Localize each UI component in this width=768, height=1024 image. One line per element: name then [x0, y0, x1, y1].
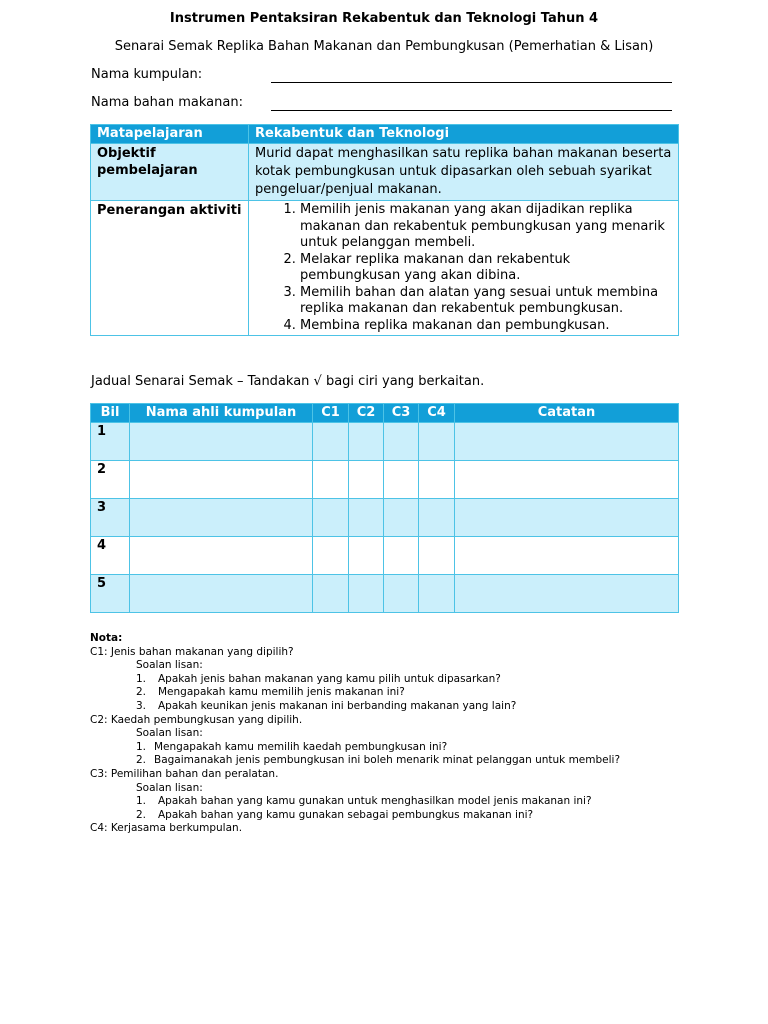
member-name-cell[interactable]: [130, 461, 313, 499]
c3-cell[interactable]: [384, 537, 419, 575]
question-text: Apakah bahan yang kamu gunakan untuk menghasilkan model jenis makanan ini?: [158, 795, 592, 808]
col-header-c4: C4: [419, 404, 455, 423]
question-number: 2.: [136, 686, 147, 699]
question-text: Apakah jenis bahan makanan yang kamu pilih untuk dipasarkan?: [158, 672, 501, 685]
c1-cell[interactable]: [313, 575, 349, 613]
checklist-table: [90, 403, 679, 613]
c2-cell[interactable]: [349, 575, 384, 613]
criterion-c2: C2: Kaedah pembungkusan yang dipilih.: [90, 713, 303, 726]
col-header-name: Nama ahli kumpulan: [130, 404, 313, 423]
member-name-cell[interactable]: [130, 537, 313, 575]
c2-cell[interactable]: [349, 537, 384, 575]
question-number: 1.: [136, 672, 147, 685]
c4-cell[interactable]: [419, 499, 455, 537]
c2-cell[interactable]: [349, 423, 384, 461]
group-name-label: Nama kumpulan:: [91, 67, 203, 82]
c3-cell[interactable]: [384, 423, 419, 461]
c2-cell[interactable]: [349, 461, 384, 499]
activity-label: Penerangan aktiviti: [91, 201, 249, 336]
c4-cell[interactable]: [419, 537, 455, 575]
food-name-label: Nama bahan makanan:: [91, 95, 243, 110]
food-name-field: [91, 95, 681, 110]
c1-cell[interactable]: [313, 461, 349, 499]
question-number: 3.: [136, 699, 147, 712]
activity-item: 2. Melakar replika makanan dan rekabentuk pembungkusan yang akan dibina.: [300, 252, 672, 285]
question-item: [90, 795, 620, 809]
c4-cell[interactable]: [419, 461, 455, 499]
question-number: 1.: [136, 795, 147, 808]
row-number: 4: [91, 537, 130, 575]
question-item: [90, 809, 620, 823]
objective-text: Murid dapat menghasilkan satu replika bahan makanan beserta kotak pembungkusan untuk dipasarkan oleh sebuah syarikat pengeluar/penjual makanan.: [249, 144, 679, 201]
question-item: [90, 741, 620, 755]
question-item: [90, 686, 620, 700]
notes-cell[interactable]: [455, 537, 679, 575]
criterion-c3: C3: Pemilihan bahan dan peralatan.: [90, 767, 279, 780]
table-row: [91, 575, 679, 613]
c1-cell[interactable]: [313, 499, 349, 537]
question-item: [90, 700, 620, 714]
question-text: Mengapakah kamu memilih kaedah pembungkusan ini?: [154, 740, 448, 753]
col-header-bil: Bil: [91, 404, 130, 423]
oral-questions-label: Soalan lisan:: [136, 781, 203, 794]
question-text: Bagaimanakah jenis pembungkusan ini boleh menarik minat pelanggan untuk membeli?: [154, 754, 621, 767]
document-title: Instrumen Pentaksiran Rekabentuk dan Teknologi Tahun 4: [169, 11, 599, 26]
c3-cell[interactable]: [384, 499, 419, 537]
subject-header-label: Matapelajaran: [91, 125, 249, 144]
notes-cell[interactable]: [455, 461, 679, 499]
member-name-cell[interactable]: [130, 423, 313, 461]
row-number: 5: [91, 575, 130, 613]
group-name-field: [91, 67, 681, 82]
question-text: Apakah bahan yang kamu gunakan sebagai pembungkus makanan ini?: [158, 808, 534, 821]
member-name-cell[interactable]: [130, 575, 313, 613]
question-text: Mengapakah kamu memilih jenis makanan ini?: [158, 686, 405, 699]
notes-cell[interactable]: [455, 499, 679, 537]
c4-cell[interactable]: [419, 423, 455, 461]
activity-cell: [249, 201, 679, 336]
question-number: 2.: [136, 754, 147, 767]
question-item: [90, 754, 620, 768]
c4-cell[interactable]: [419, 575, 455, 613]
activity-item: 3. Memilih bahan dan alatan yang sesuai untuk membina replika makanan dan rekabentuk pembungkusan.: [300, 285, 672, 318]
c2-cell[interactable]: [349, 499, 384, 537]
col-header-notes: Catatan: [455, 404, 679, 423]
table-row: [91, 461, 679, 499]
activity-list: [255, 202, 672, 334]
notes-section: [90, 632, 620, 836]
info-table: [90, 124, 679, 336]
row-number: 2: [91, 461, 130, 499]
col-header-c3: C3: [384, 404, 419, 423]
criterion-c4: C4: Kerjasama berkumpulan.: [90, 822, 243, 835]
criterion-c1: C1: Jenis bahan makanan yang dipilih?: [90, 645, 294, 658]
row-number: 1: [91, 423, 130, 461]
table-row: [91, 423, 679, 461]
c3-cell[interactable]: [384, 461, 419, 499]
question-number: 1.: [136, 740, 147, 753]
question-text: Apakah keunikan jenis makanan ini berbanding makanan yang lain?: [158, 699, 517, 712]
question-item: [90, 673, 620, 687]
question-number: 2.: [136, 808, 147, 821]
c1-cell[interactable]: [313, 537, 349, 575]
notes-heading: Nota:: [90, 632, 123, 644]
table-row: [91, 499, 679, 537]
activity-item: 1. Memilih jenis makanan yang akan dijadikan replika makanan dan rekabentuk pembungkusan yang menarik untuk pelanggan membeli.: [300, 202, 672, 252]
group-name-line: [271, 82, 672, 83]
oral-questions-label: Soalan lisan:: [136, 727, 203, 740]
objective-label: Objektif pembelajaran: [91, 144, 249, 201]
checklist-caption: Jadual Senarai Semak – Tandakan √ bagi ciri yang berkaitan.: [91, 374, 485, 389]
member-name-cell[interactable]: [130, 499, 313, 537]
c3-cell[interactable]: [384, 575, 419, 613]
document-subtitle: Senarai Semak Replika Bahan Makanan dan Pembungkusan (Pemerhatian & Lisan): [114, 39, 654, 54]
subject-header-value: Rekabentuk dan Teknologi: [249, 125, 679, 144]
activity-item: 4. Membina replika makanan dan pembungkusan.: [300, 318, 672, 335]
col-header-c1: C1: [313, 404, 349, 423]
notes-cell[interactable]: [455, 575, 679, 613]
oral-questions-label: Soalan lisan:: [136, 659, 203, 672]
food-name-line: [271, 110, 672, 111]
col-header-c2: C2: [349, 404, 384, 423]
row-number: 3: [91, 499, 130, 537]
notes-cell[interactable]: [455, 423, 679, 461]
c1-cell[interactable]: [313, 423, 349, 461]
table-row: [91, 537, 679, 575]
